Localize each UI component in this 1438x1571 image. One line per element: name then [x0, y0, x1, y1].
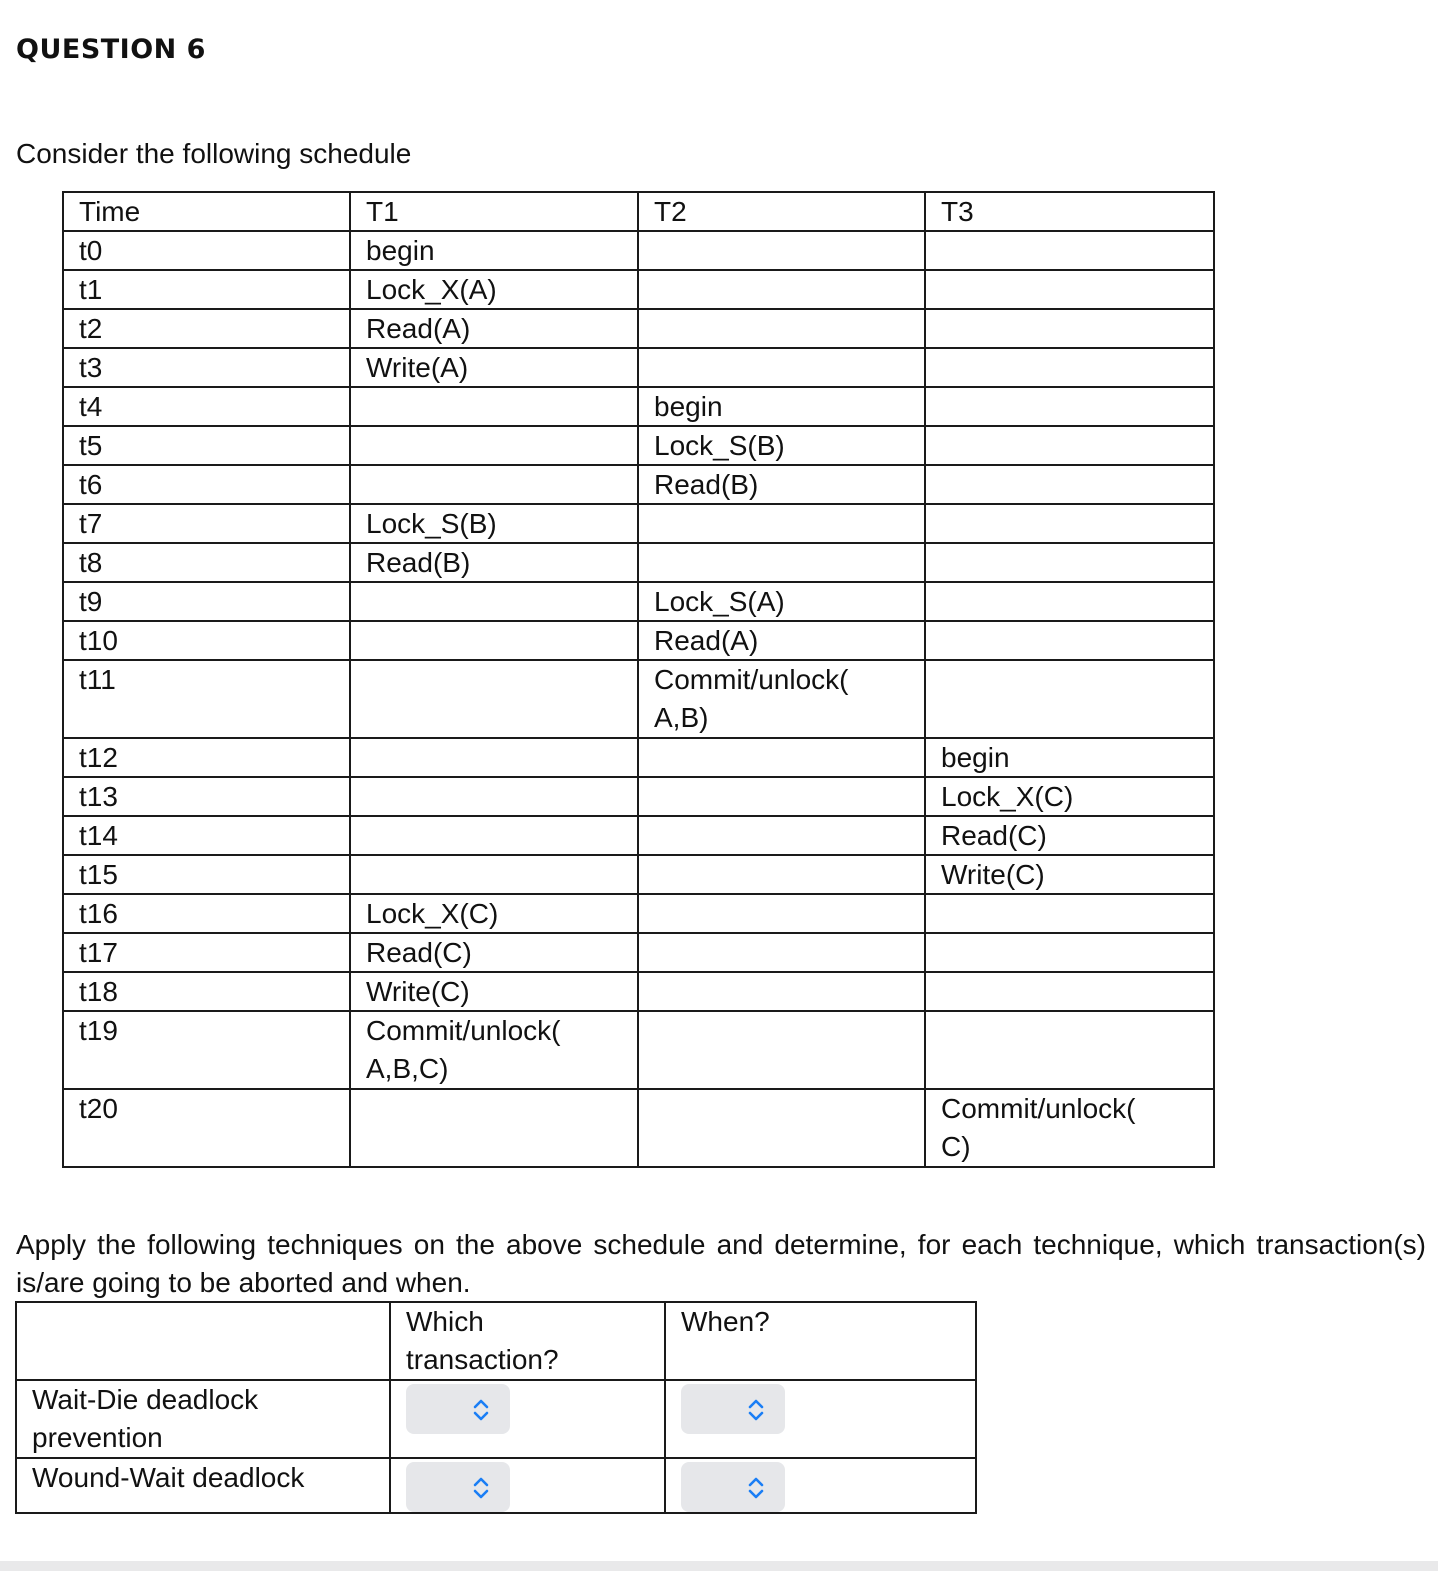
cell-time: t18	[63, 972, 350, 1011]
cell-t1: Read(C)	[350, 933, 638, 972]
cell-t2	[638, 348, 925, 387]
cell-t2: Read(B)	[638, 465, 925, 504]
when-cell	[665, 1380, 976, 1458]
cell-t1	[350, 660, 638, 738]
technique-label: Wound-Wait deadlock	[16, 1458, 390, 1513]
answers-header-which: Which transaction?	[390, 1302, 665, 1380]
instructions-text: Apply the following techniques on the above schedule and determine, for each technique, which transaction(s) is/are going to be aborted and when.	[16, 1229, 1426, 1298]
cell-t3	[925, 426, 1214, 465]
cell-t1: begin	[350, 231, 638, 270]
when-cell	[665, 1458, 976, 1513]
schedule-row	[63, 387, 1214, 426]
cell-t2	[638, 504, 925, 543]
schedule-table	[62, 191, 1215, 1168]
cell-t3	[925, 231, 1214, 270]
cell-time: t20	[63, 1089, 350, 1167]
answer-row-wait-die	[16, 1380, 976, 1458]
header-time: Time	[63, 192, 350, 231]
cell-t2	[638, 543, 925, 582]
schedule-row	[63, 543, 1214, 582]
cell-time: t6	[63, 465, 350, 504]
schedule-row	[63, 309, 1214, 348]
cell-time: t15	[63, 855, 350, 894]
technique-label: Wait-Die deadlock prevention	[16, 1380, 390, 1458]
cell-t3	[925, 933, 1214, 972]
cell-t2	[638, 309, 925, 348]
schedule-header-row	[63, 192, 1214, 231]
cell-t3	[925, 465, 1214, 504]
which-cell	[390, 1458, 665, 1513]
cell-t3	[925, 894, 1214, 933]
cell-time: t17	[63, 933, 350, 972]
cell-t3: Lock_X(C)	[925, 777, 1214, 816]
schedule-row	[63, 738, 1214, 777]
cell-time: t1	[63, 270, 350, 309]
cell-time: t16	[63, 894, 350, 933]
cell-t2	[638, 972, 925, 1011]
cell-time: t14	[63, 816, 350, 855]
cell-time: t10	[63, 621, 350, 660]
cell-t2: begin	[638, 387, 925, 426]
cell-t3: Read(C)	[925, 816, 1214, 855]
when-select[interactable]	[681, 1384, 785, 1434]
answers-header-when: When?	[665, 1302, 976, 1380]
cell-time: t7	[63, 504, 350, 543]
schedule-row	[63, 582, 1214, 621]
cell-t1: Lock_X(C)	[350, 894, 638, 933]
cell-t3	[925, 972, 1214, 1011]
cell-t3	[925, 1011, 1214, 1089]
header-t1: T1	[350, 192, 638, 231]
cell-t3: Commit/unlock( C)	[925, 1089, 1214, 1167]
cell-t1	[350, 1089, 638, 1167]
cell-t2	[638, 231, 925, 270]
schedule-row	[63, 855, 1214, 894]
cell-t2: Commit/unlock( A,B)	[638, 660, 925, 738]
schedule-row	[63, 231, 1214, 270]
cell-t3	[925, 582, 1214, 621]
cell-t1: Lock_X(A)	[350, 270, 638, 309]
cell-t3	[925, 543, 1214, 582]
schedule-row	[63, 426, 1214, 465]
cell-t2	[638, 738, 925, 777]
chevron-up-down-icon	[747, 1476, 765, 1500]
cell-time: t3	[63, 348, 350, 387]
cell-t2	[638, 894, 925, 933]
answers-header-row	[16, 1302, 976, 1380]
cell-time: t13	[63, 777, 350, 816]
cell-t1	[350, 582, 638, 621]
cell-t1	[350, 816, 638, 855]
cell-t3	[925, 270, 1214, 309]
cell-t1	[350, 465, 638, 504]
schedule-row	[63, 933, 1214, 972]
cell-t1: Write(C)	[350, 972, 638, 1011]
cell-t2	[638, 933, 925, 972]
cell-t1: Read(B)	[350, 543, 638, 582]
schedule-row	[63, 621, 1214, 660]
cell-t2	[638, 816, 925, 855]
cell-t3	[925, 504, 1214, 543]
cell-t1: Commit/unlock( A,B,C)	[350, 1011, 638, 1089]
cell-time: t0	[63, 231, 350, 270]
schedule-row	[63, 465, 1214, 504]
cell-t2	[638, 855, 925, 894]
schedule-row	[63, 777, 1214, 816]
answers-header-technique	[16, 1302, 390, 1380]
cell-t2: Lock_S(A)	[638, 582, 925, 621]
schedule-row	[63, 270, 1214, 309]
cell-t2	[638, 1011, 925, 1089]
schedule-row	[63, 1089, 1214, 1167]
cell-t1	[350, 387, 638, 426]
cell-t3	[925, 309, 1214, 348]
cell-t3	[925, 387, 1214, 426]
cell-time: t2	[63, 309, 350, 348]
cell-t3: begin	[925, 738, 1214, 777]
cell-t1: Write(A)	[350, 348, 638, 387]
cell-t2: Lock_S(B)	[638, 426, 925, 465]
bottom-divider	[0, 1561, 1438, 1571]
cell-t3	[925, 621, 1214, 660]
cell-t1: Lock_S(B)	[350, 504, 638, 543]
which-transaction-select[interactable]	[406, 1462, 510, 1512]
schedule-row	[63, 504, 1214, 543]
cell-t1	[350, 738, 638, 777]
schedule-row	[63, 894, 1214, 933]
cell-time: t9	[63, 582, 350, 621]
schedule-row	[63, 660, 1214, 738]
answers-table	[15, 1301, 977, 1514]
which-cell	[390, 1380, 665, 1458]
schedule-row	[63, 816, 1214, 855]
cell-t1	[350, 855, 638, 894]
cell-time: t11	[63, 660, 350, 738]
cell-t1: Read(A)	[350, 309, 638, 348]
which-transaction-select[interactable]	[406, 1384, 510, 1434]
cell-t1	[350, 621, 638, 660]
cell-time: t12	[63, 738, 350, 777]
cell-t2	[638, 270, 925, 309]
chevron-up-down-icon	[472, 1476, 490, 1500]
cell-t1	[350, 426, 638, 465]
chevron-up-down-icon	[472, 1398, 490, 1422]
cell-time: t19	[63, 1011, 350, 1089]
header-t2: T2	[638, 192, 925, 231]
schedule-row	[63, 972, 1214, 1011]
cell-t2: Read(A)	[638, 621, 925, 660]
cell-time: t4	[63, 387, 350, 426]
cell-t2	[638, 1089, 925, 1167]
schedule-row	[63, 348, 1214, 387]
cell-t3	[925, 348, 1214, 387]
header-t3: T3	[925, 192, 1214, 231]
cell-t3: Write(C)	[925, 855, 1214, 894]
answer-row-wound-wait	[16, 1458, 976, 1513]
cell-time: t5	[63, 426, 350, 465]
cell-t2	[638, 777, 925, 816]
cell-t3	[925, 660, 1214, 738]
cell-time: t8	[63, 543, 350, 582]
when-select[interactable]	[681, 1462, 785, 1512]
question-title: QUESTION 6	[16, 34, 206, 65]
intro-text: Consider the following schedule	[16, 138, 412, 169]
chevron-up-down-icon	[747, 1398, 765, 1422]
schedule-row	[63, 1011, 1214, 1089]
cell-t1	[350, 777, 638, 816]
